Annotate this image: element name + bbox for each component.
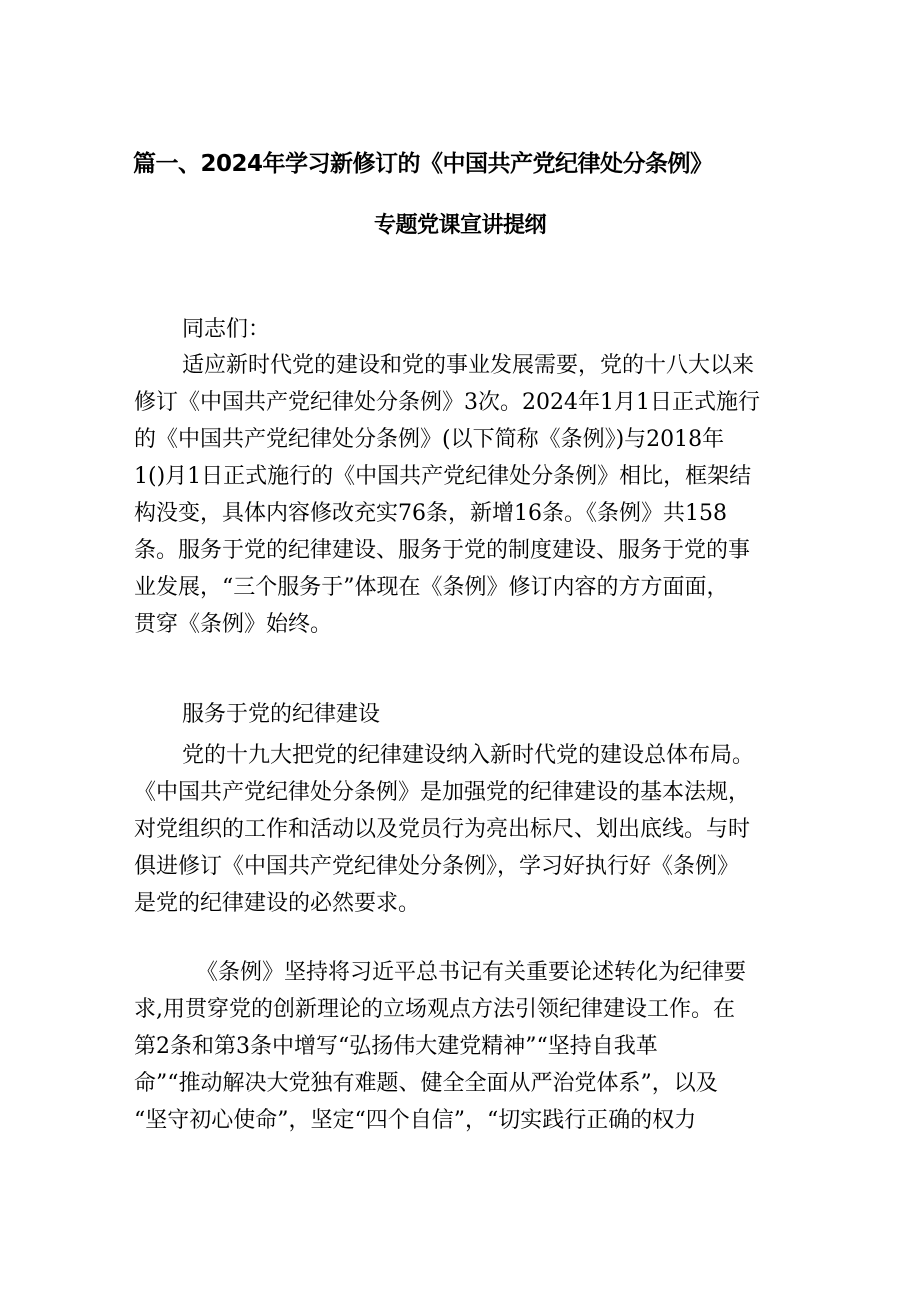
document-subtitle: 专题党课宣讲提纲 xyxy=(373,213,546,238)
paragraph-line: 第2条和第3条中增写“弘扬伟大建党精神”“坚持自我革 xyxy=(134,1034,658,1059)
paragraph-line: 修订《中国共产党纪律处分条例》3次。2024年1月1日正式施行 xyxy=(134,390,760,415)
paragraph-line: 1()月1日正式施行的《中国共产党纪律处分条例》相比，框架结 xyxy=(134,464,752,489)
paragraph-line: 命”“推动解决大党独有难题、健全全面从严治党体系”，以及 xyxy=(134,1071,718,1096)
document-title: 篇一、2024年学习新修订的《中国共产党纪律处分条例》 xyxy=(133,151,713,177)
section-heading: 服务于党的纪律建设 xyxy=(182,702,381,727)
subheading-block xyxy=(134,696,794,733)
paragraph-3 xyxy=(134,954,794,1139)
paragraph-line: 业发展，“三个服务于”体现在《条例》修订内容的方方面面， xyxy=(134,575,729,600)
paragraph-line: 《条例》坚持将习近平总书记有关重要论述转化为纪律要 xyxy=(196,960,747,985)
paragraph-line: 对党组织的工作和活动以及党员行为亮出标尺、划出底线。与时 xyxy=(134,817,751,842)
paragraph-line: 适应新时代党的建设和党的事业发展需要，党的十八大以来 xyxy=(182,353,755,378)
paragraph-line: 《中国共产党纪律处分条例》是加强党的纪律建设的基本法规， xyxy=(134,780,751,805)
paragraph-line: 是党的纪律建设的必然要求。 xyxy=(134,891,421,916)
paragraph-2 xyxy=(134,737,794,922)
paragraph-line: 贯穿《条例》始终。 xyxy=(134,612,333,637)
paragraph-line: 条。服务于党的纪律建设、服务于党的制度建设、服务于党的事 xyxy=(134,538,751,563)
paragraph-line: “坚守初心使命”，坚定“四个自信”，“切实践行正确的权力 xyxy=(134,1108,697,1133)
paragraph-line: 的《中国共产党纪律处分条例》(以下简称《条例》)与2018年 xyxy=(134,427,725,452)
salutation-block xyxy=(134,311,794,348)
salutation: 同志们： xyxy=(182,317,271,342)
paragraph-line: 党的十九大把党的纪律建设纳入新时代党的建设总体布局。 xyxy=(182,743,755,768)
paragraph-line: 构没变，具体内容修改充实76条，新增16条。《条例》共158 xyxy=(134,501,727,526)
paragraph-1 xyxy=(134,347,794,643)
paragraph-line: 求,用贯穿党的创新理论的立场观点方法引领纪律建设工作。在 xyxy=(134,997,735,1022)
paragraph-line: 俱进修订《中国共产党纪律处分条例》，学习好执行好《条例》 xyxy=(134,854,740,879)
